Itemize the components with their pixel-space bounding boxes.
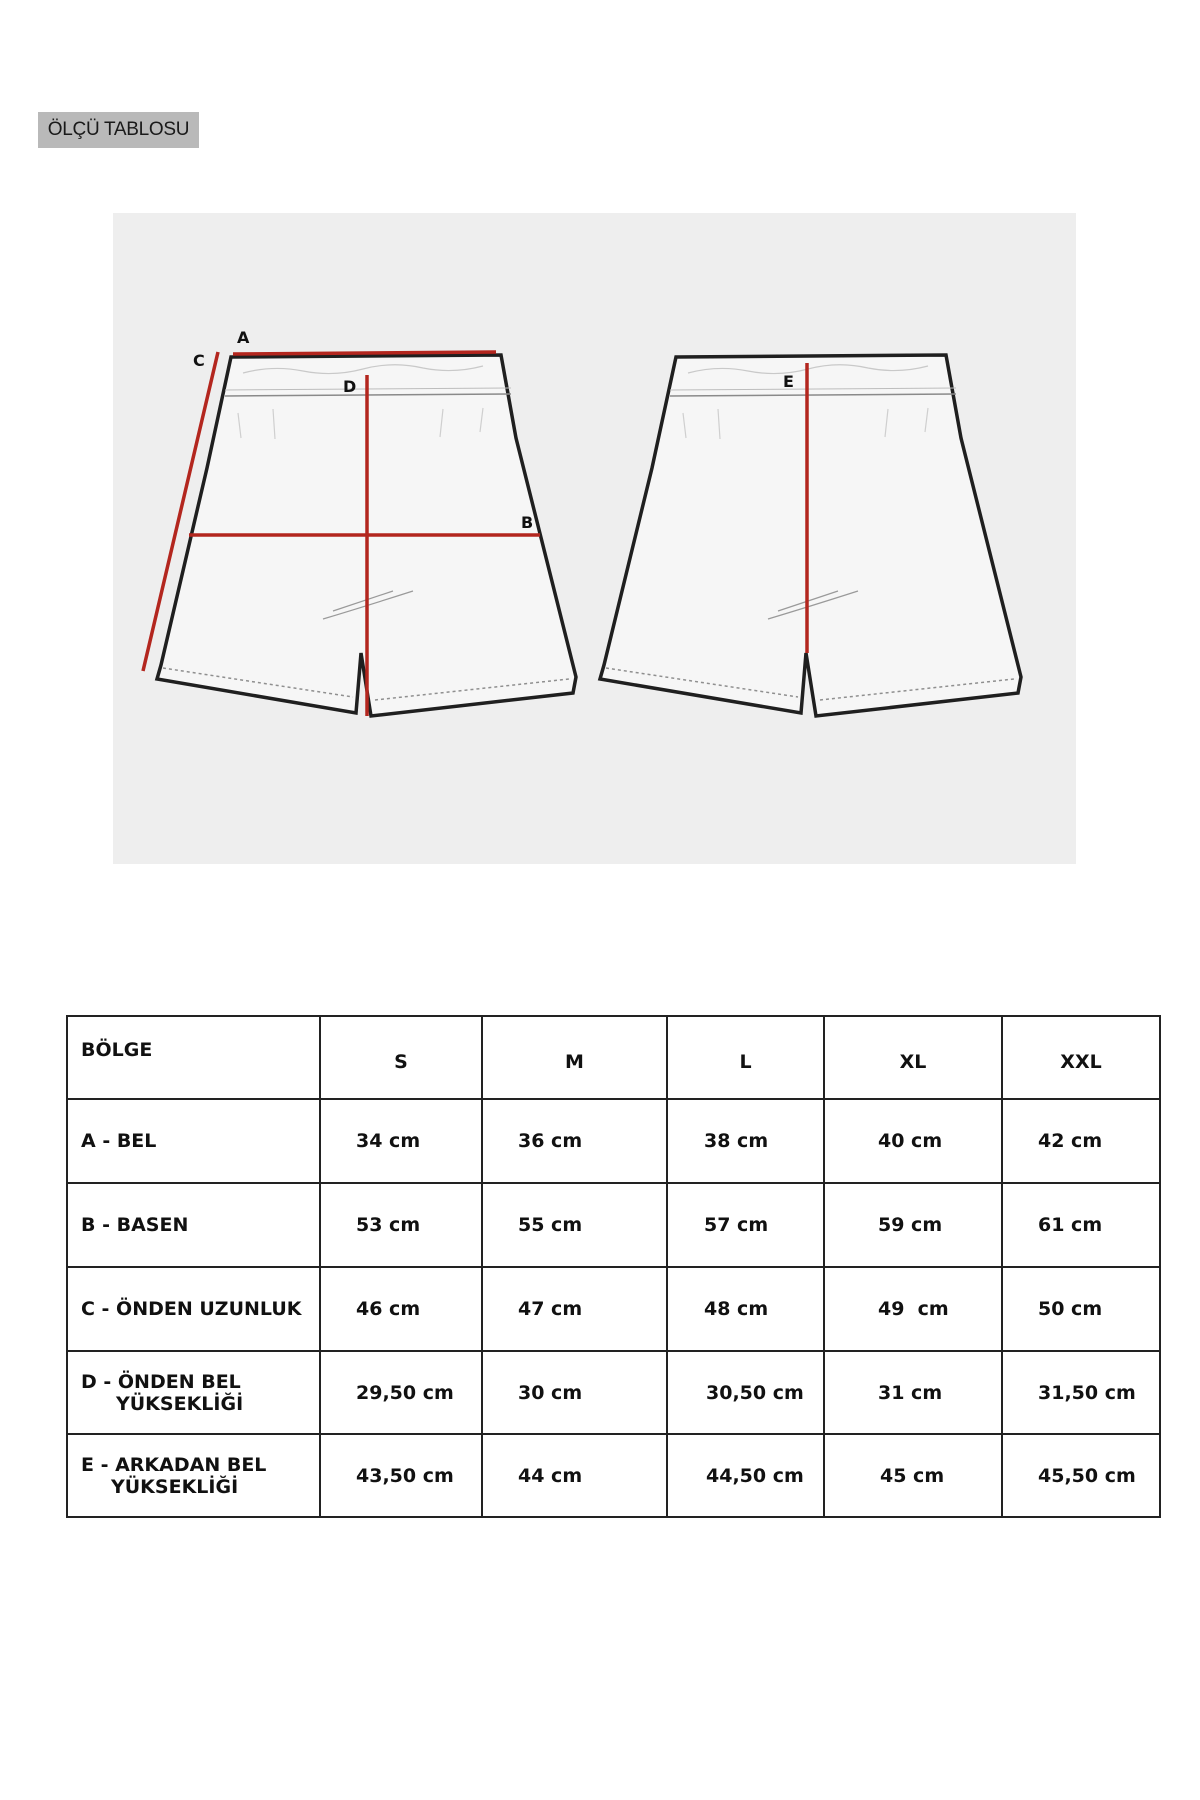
measure-label-e: E [783, 372, 794, 391]
table-cell: 43,50 cm [320, 1434, 482, 1517]
table-cell: 30,50 cm [667, 1351, 824, 1434]
page-title: ÖLÇÜ TABLOSU [38, 112, 199, 148]
table-header-row [67, 1016, 1160, 1099]
table-cell: 47 cm [482, 1267, 667, 1351]
row-label: C - ÖNDEN UZUNLUK [67, 1267, 320, 1351]
table-cell: 49 cm [824, 1267, 1002, 1351]
table-cell: 31,50 cm [1002, 1351, 1160, 1434]
header-size-s: S [320, 1016, 482, 1099]
table-cell: 42 cm [1002, 1099, 1160, 1183]
table-cell: 59 cm [824, 1183, 1002, 1267]
table-cell: 29,50 cm [320, 1351, 482, 1434]
row-label-line2: YÜKSEKLİĞİ [111, 1475, 239, 1498]
size-chart-table [66, 1015, 1161, 1518]
measure-label-c: C [193, 351, 205, 370]
row-label [67, 1351, 320, 1434]
table-row [67, 1351, 1160, 1434]
header-size-xxl: XXL [1002, 1016, 1160, 1099]
table-row [67, 1183, 1160, 1267]
header-size-m: M [482, 1016, 667, 1099]
shorts-measurement-diagram [113, 213, 1076, 864]
table-row [67, 1267, 1160, 1351]
table-cell: 46 cm [320, 1267, 482, 1351]
table-cell: 44 cm [482, 1434, 667, 1517]
header-size-l: L [667, 1016, 824, 1099]
measure-label-b: B [521, 513, 534, 532]
row-label: A - BEL [67, 1099, 320, 1183]
table-cell: 57 cm [667, 1183, 824, 1267]
table-cell: 38 cm [667, 1099, 824, 1183]
measure-line-a [233, 352, 496, 354]
measure-label-d: D [343, 377, 357, 396]
back-shorts-outline [600, 355, 1021, 716]
back-shorts-drawing [600, 355, 1021, 716]
table-row [67, 1434, 1160, 1517]
table-cell: 61 cm [1002, 1183, 1160, 1267]
row-label-line2: YÜKSEKLİĞİ [116, 1392, 244, 1415]
table-cell: 53 cm [320, 1183, 482, 1267]
table-cell: 40 cm [824, 1099, 1002, 1183]
table-cell: 30 cm [482, 1351, 667, 1434]
row-label-line1: E - ARKADAN BEL [81, 1453, 267, 1476]
table-cell: 55 cm [482, 1183, 667, 1267]
table-cell: 45 cm [824, 1434, 1002, 1517]
table-cell: 36 cm [482, 1099, 667, 1183]
table-cell: 45,50 cm [1002, 1434, 1160, 1517]
table-cell: 34 cm [320, 1099, 482, 1183]
row-label [67, 1434, 320, 1517]
table-cell: 50 cm [1002, 1267, 1160, 1351]
row-label: B - BASEN [67, 1183, 320, 1267]
header-size-xl: XL [824, 1016, 1002, 1099]
table-row [67, 1099, 1160, 1183]
table-cell: 48 cm [667, 1267, 824, 1351]
header-region: BÖLGE [67, 1016, 320, 1099]
row-label-line1: D - ÖNDEN BEL [81, 1370, 241, 1393]
table-cell: 31 cm [824, 1351, 1002, 1434]
table-cell: 44,50 cm [667, 1434, 824, 1517]
measure-label-a: A [237, 328, 250, 347]
shorts-diagram-svg [113, 213, 1076, 864]
